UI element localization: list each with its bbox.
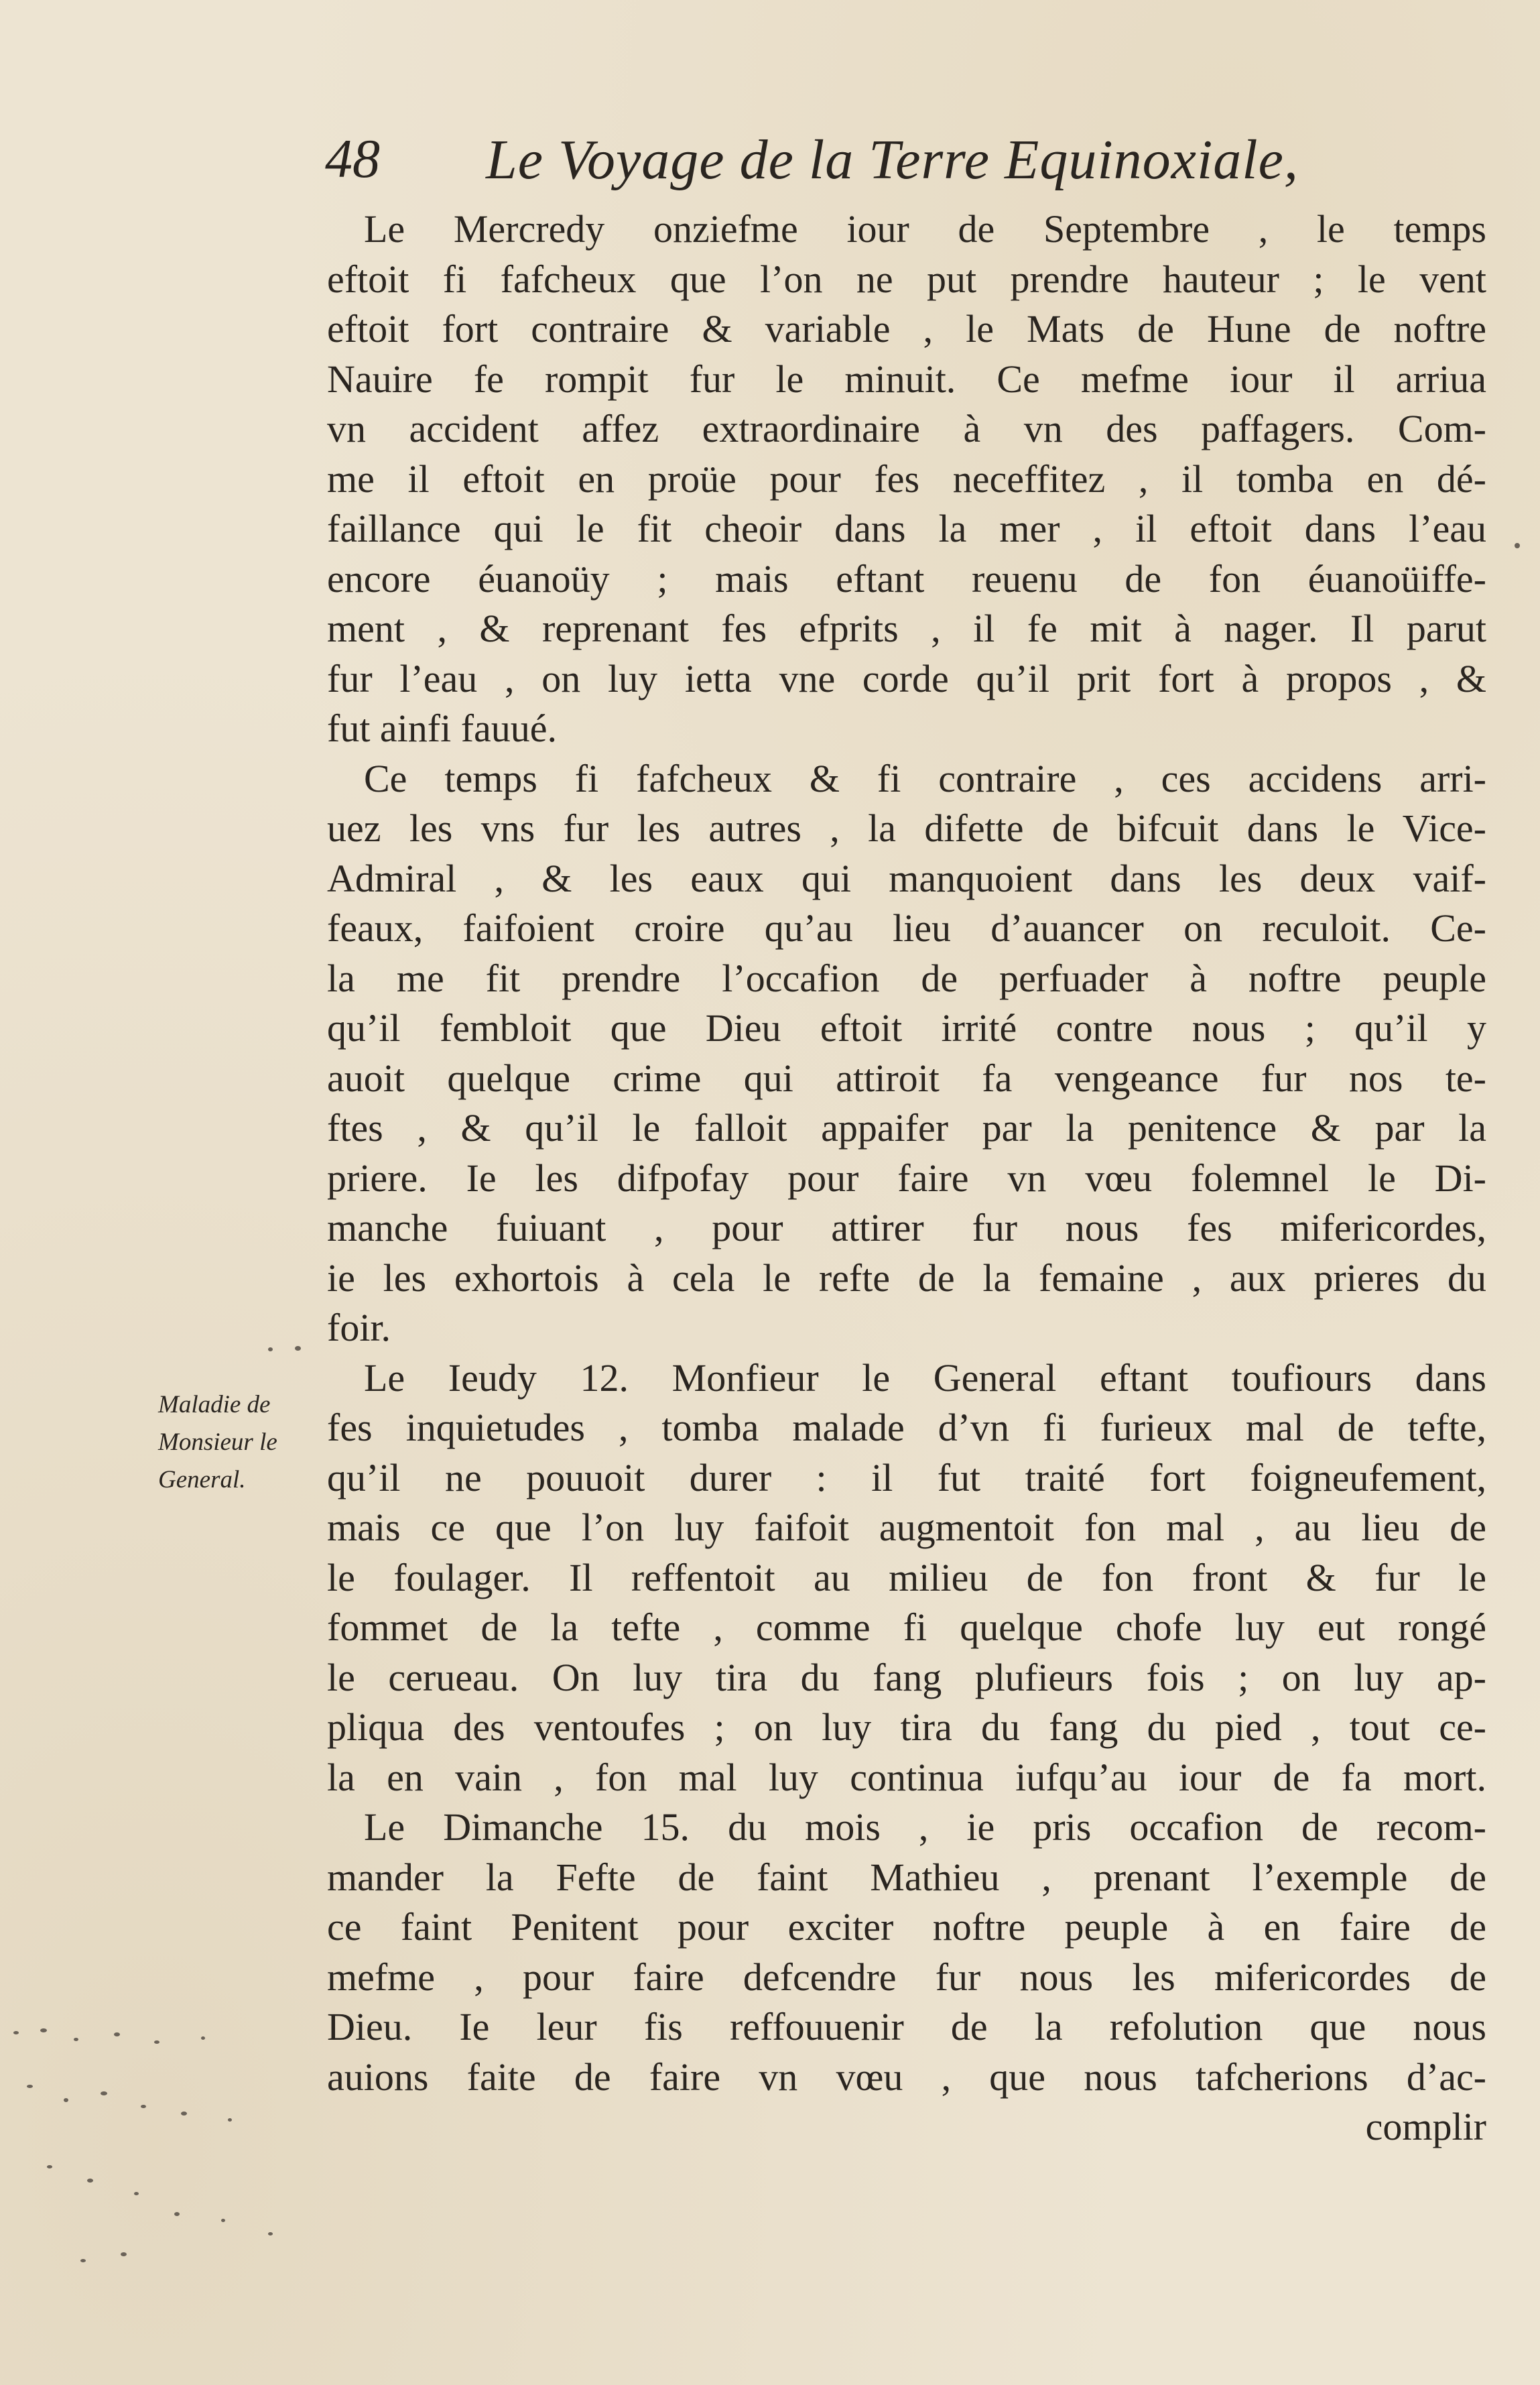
text-line: fur l’eau , on luy ietta vne corde qu’il prit fort à propos , & — [327, 656, 1486, 700]
running-title: Le Voyage de la Terre Equinoxiale, — [486, 129, 1299, 191]
page-number: 48 — [325, 128, 380, 189]
text-line: feaux, faifoient croire qu’au lieu d’auancer on reculoit. Ce- — [327, 906, 1486, 950]
text-line: mander la Fefte de faint Mathieu , prenant l’exemple de — [327, 1855, 1486, 1899]
text-line: mefme , pour faire defcendre fur nous les mifericordes de — [327, 1955, 1486, 1999]
text-line: auoit quelque crime qui attiroit fa vengeance fur nos te- — [327, 1056, 1486, 1100]
text-line: pliqua des ventoufes ; on luy tira du fang du pied , tout ce- — [327, 1705, 1486, 1749]
page-header — [325, 121, 1491, 194]
text-line: me il eftoit en proüe pour fes neceffitez , il tomba en dé- — [327, 456, 1486, 501]
text-line: eftoit fi fafcheux que l’on ne put prendre hauteur ; le vent — [327, 257, 1486, 301]
text-line: ie les exhortois à cela le refte de la femaine , aux prieres du — [327, 1256, 1486, 1300]
text-line: le cerueau. On luy tira du fang plufieurs fois ; on luy ap- — [327, 1655, 1486, 1699]
text-line: faillance qui le fit cheoir dans la mer , il eftoit dans l’eau — [327, 507, 1486, 550]
text-line: manche fuiuant , pour attirer fur nous fes mifericordes, — [327, 1206, 1486, 1249]
text-line: eftoit fort contraire & variable , le Mats de Hune de noftre — [327, 307, 1486, 351]
text-line: ce faint Penitent pour exciter noftre peuple à en faire de — [327, 1905, 1486, 1949]
text-line: le foulager. Il reffentoit au milieu de fon front & fur le — [327, 1555, 1486, 1599]
margin-note-line: Maladie de — [158, 1391, 271, 1418]
text-line: qu’il ne pouuoit durer : il fut traité fort foigneufement, — [327, 1455, 1486, 1500]
catchword: complir — [1365, 2105, 1486, 2148]
ink-speck — [295, 1346, 301, 1351]
text-line: encore éuanoüy ; mais eftant reuenu de fon éuanoüiffe- — [327, 556, 1486, 601]
text-line: Le Ieudy 12. Monfieur le General eftant toufiours dans — [364, 1355, 1486, 1400]
body-text — [327, 204, 1486, 2152]
margin-note-line: Monsieur le — [158, 1428, 277, 1456]
text-line: fommet de la tefte , comme fi quelque chofe luy eut rongé — [327, 1605, 1486, 1649]
text-line: mais ce que l’on luy faifoit augmentoit fon mal , au lieu de — [327, 1506, 1486, 1549]
text-line: la me fit prendre l’occafion de perfuader à noftre peuple — [327, 956, 1486, 1000]
margin-note-line: General. — [158, 1466, 246, 1493]
margin-note — [158, 1386, 312, 1499]
text-line: priere. Ie les difpofay pour faire vn vœu folemnel le Di- — [327, 1156, 1486, 1200]
text-line: auions faite de faire vn vœu , que nous tafcherions d’ac- — [327, 2055, 1486, 2099]
text-line: Nauire fe rompit fur le minuit. Ce mefme iour il arriua — [327, 357, 1486, 401]
text-line: Admiral , & les eaux qui manquoient dans les deux vaif- — [327, 856, 1486, 900]
text-line: Le Dimanche 15. du mois , ie pris occafion de recom- — [364, 1805, 1486, 1849]
ink-specks — [0, 2011, 348, 2292]
text-line: foir. — [327, 1306, 391, 1349]
text-line: fut ainfi fauué. — [327, 707, 558, 750]
text-line: Ce temps fi fafcheux & fi contraire , ces accidens arri- — [364, 756, 1486, 800]
text-line: Le Mercredy onziefme iour de Septembre , le temps — [364, 207, 1486, 251]
text-line: ment , & reprenant fes efprits , il fe mit à nager. Il parut — [327, 607, 1486, 650]
ink-speck — [268, 1347, 273, 1351]
text-line: vn accident affez extraordinaire à vn des paffagers. Com- — [327, 407, 1486, 450]
text-line: fes inquietudes , tomba malade d’vn fi furieux mal de tefte, — [327, 1406, 1486, 1449]
text-line: la en vain , fon mal luy continua iufqu’au iour de fa mort. — [327, 1755, 1486, 1799]
text-line: ftes , & qu’il le falloit appaifer par la penitence & par la — [327, 1106, 1486, 1150]
text-line: qu’il fembloit que Dieu eftoit irrité contre nous ; qu’il y — [327, 1006, 1486, 1050]
ink-speck — [1515, 543, 1520, 548]
text-line: Dieu. Ie leur fis reffouuenir de la refolution que nous — [327, 2005, 1486, 2048]
text-line: uez les vns fur les autres , la difette de bifcuit dans le Vice- — [327, 806, 1486, 850]
